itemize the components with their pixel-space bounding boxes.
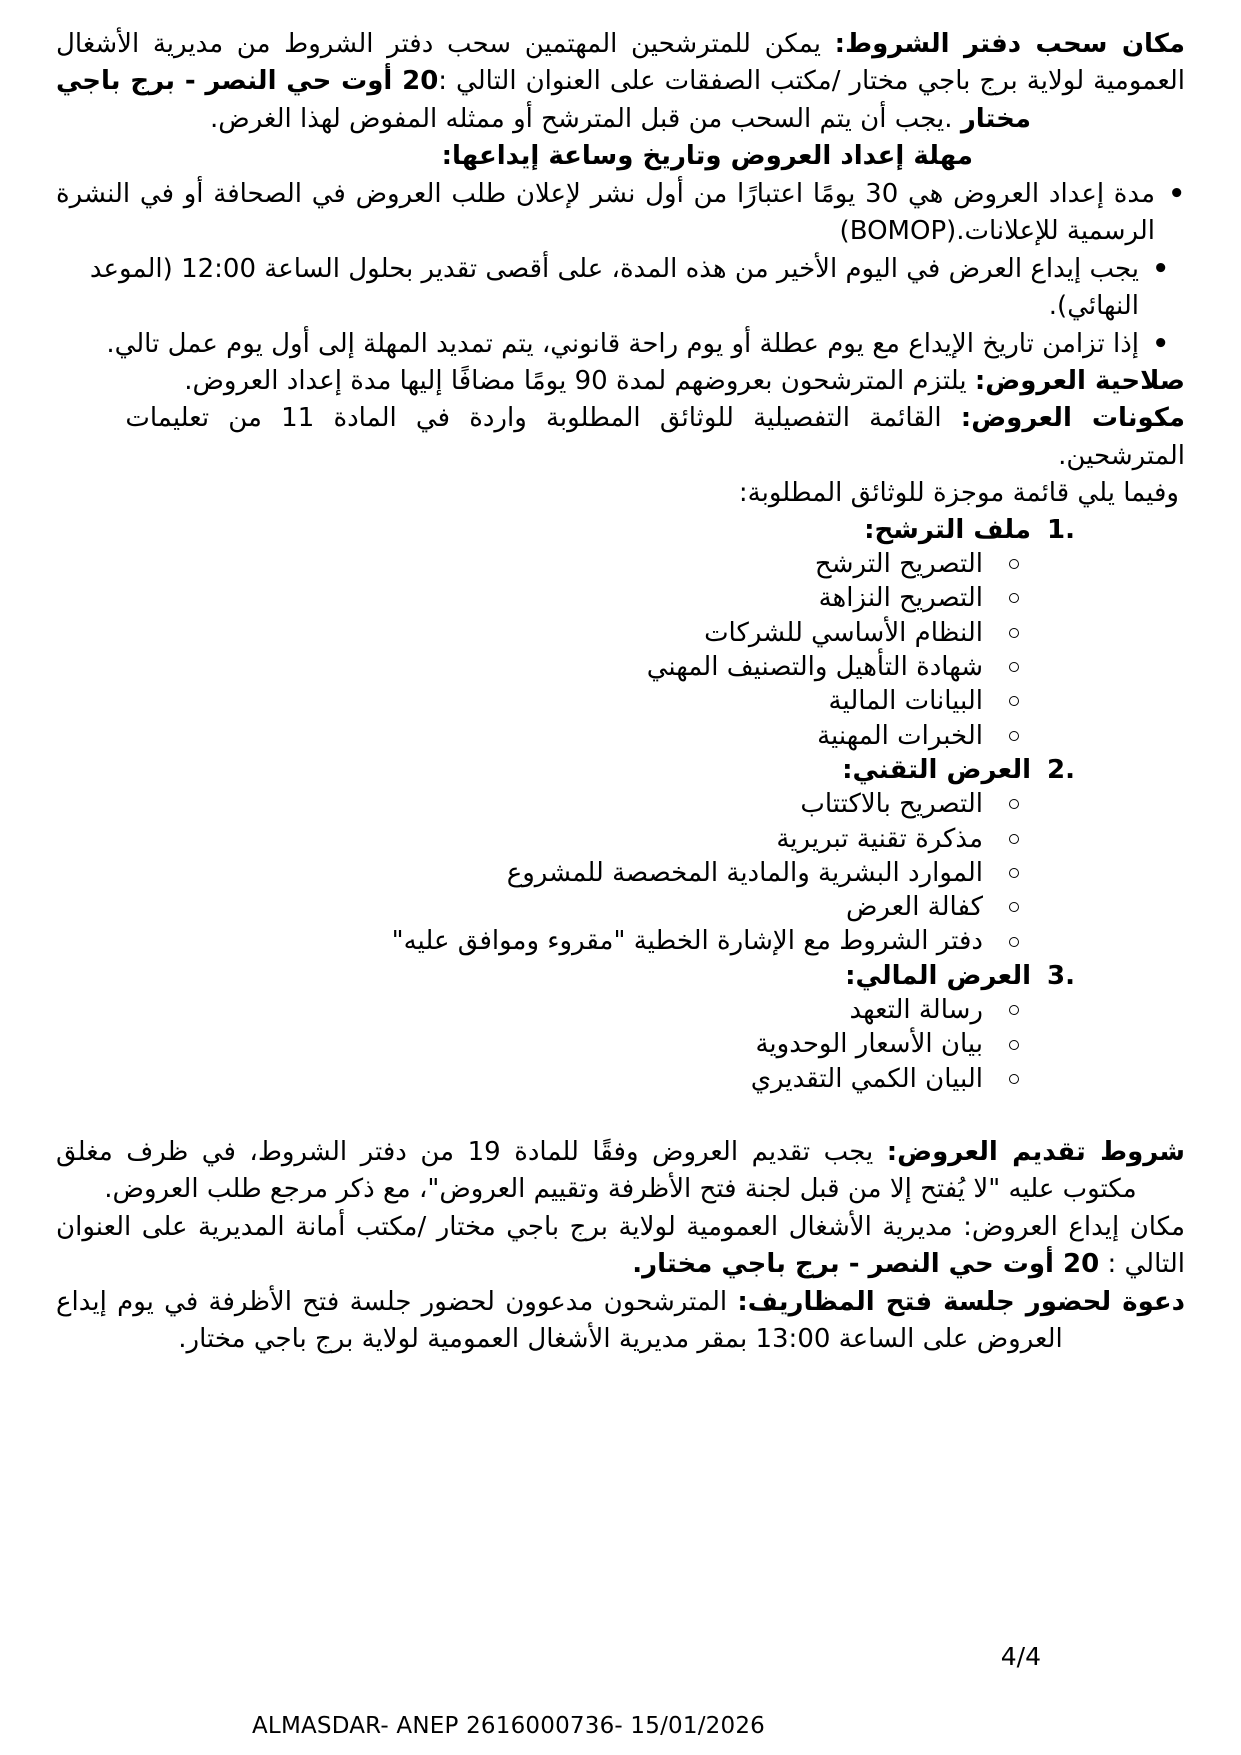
circle-bullet-icon [1009, 593, 1019, 603]
list-item-label: التصريح النزاهة [818, 583, 983, 614]
circle-bullet-icon [1009, 628, 1019, 638]
documents-intro-line: وفيما يلي قائمة موجزة للوثائق المطلوبة: [738, 478, 1179, 509]
list-item-label: مذكرة تقنية تبريرية [776, 823, 983, 854]
circle-bullet-icon [1009, 1074, 1019, 1084]
list-item-label: البيانات المالية [828, 686, 983, 717]
list-item [56, 547, 1185, 581]
paragraph-opening-session [56, 1284, 1185, 1359]
circle-bullet-icon [1009, 662, 1019, 672]
circle-bullet-icon [1009, 696, 1019, 706]
paragraph-offer-components [56, 400, 1185, 475]
submission-lead: شروط تقديم العروض: [886, 1137, 1185, 1167]
bullet-icon: • [1168, 178, 1185, 209]
paragraph-deposit-place [56, 1209, 1185, 1284]
list-item-label: دفتر الشروط مع الإشارة الخطية "مقروء وموافق عليه" [391, 926, 983, 957]
vertical-gap [56, 1096, 1185, 1134]
bullet-item-holiday-rule [56, 326, 1185, 363]
list-item [56, 890, 1185, 924]
section-number: 1. [1047, 514, 1075, 545]
withdrawal-body-2: .يجب أن يتم السحب من قبل المترشح أو ممثله المفوض لهذا الغرض. [210, 103, 961, 134]
circle-bullet-icon [1009, 1005, 1019, 1015]
footer-credit [0, 1713, 1241, 1739]
circle-bullet-icon [1009, 559, 1019, 569]
section-technical-offer [56, 753, 1185, 787]
list-item [56, 1027, 1185, 1061]
circle-bullet-icon [1009, 799, 1019, 809]
bullet-item-deposit-time [56, 251, 1185, 326]
list-item-label: التصريح بالاكتتاب [800, 789, 983, 820]
section-title: ملف الترشح: [864, 514, 1032, 545]
opening-text: المترشحون مدعوون لحضور جلسة فتح الأظرفة في يوم إيداع العروض على الساعة 13:00 بمقر مديرية الأشغال العمومية لولاية برج باجي مختار. [56, 1286, 1063, 1355]
validity-lead: صلاحية العروض: [974, 365, 1185, 396]
list-item-label: كفالة العرض [845, 892, 983, 923]
list-item [56, 684, 1185, 718]
circle-bullet-icon [1009, 834, 1019, 844]
circle-bullet-icon [1009, 937, 1019, 947]
circle-bullet-icon [1009, 1040, 1019, 1050]
paragraph-offer-validity [56, 363, 1185, 400]
list-item [56, 1062, 1185, 1096]
list-item-label: البيان الكمي التقديري [750, 1063, 983, 1094]
list-item [56, 616, 1185, 650]
heading-deadline: مهلة إعداد العروض وتاريخ وساعة إيداعها: [441, 141, 973, 172]
withdrawal-body-1: يمكن للمترشحين المهتمين سحب دفتر الشروط من مديرية الأشغال العمومية لولاية برج باجي مختار /مكتب الصفقات على العنوان التالي : [56, 29, 1186, 97]
section-financial-offer [56, 959, 1185, 993]
paragraph-submission-conditions [56, 1134, 1185, 1209]
list-item [56, 993, 1185, 1027]
list-item [56, 822, 1185, 856]
bullet-item-duration [56, 176, 1185, 251]
withdrawal-address: 20 أوت حي النصر - برج باجي مختار [56, 66, 1031, 134]
section-candidacy-file [56, 513, 1185, 547]
bullet-deposit-time-text: يجب إيداع العرض في اليوم الأخير من هذه المدة، على أقصى تقدير بحلول الساعة 12:00 (الموعد النهائي). [89, 253, 1139, 322]
list-item [56, 787, 1185, 821]
section-title: العرض المالي: [845, 960, 1032, 991]
bullet-icon: • [1152, 328, 1169, 359]
list-item-label: شهادة التأهيل والتصنيف المهني [646, 651, 983, 682]
withdrawal-lead: مكان سحب دفتر الشروط: [834, 29, 1185, 59]
list-item [56, 650, 1185, 684]
list-item-label: الخبرات المهنية [817, 720, 983, 751]
circle-bullet-icon [1009, 902, 1019, 912]
submission-text: يجب تقديم العروض وفقًا للمادة 19 من دفتر الشروط، في ظرف مغلق مكتوب عليه "لا يُفتح إلا من قبل لجنة فتح الأظرفة وتقييم العروض"، مع ذكر مرجع طلب العروض. [56, 1137, 1137, 1205]
bullet-icon: • [1152, 253, 1169, 284]
circle-bullet-icon [1009, 731, 1019, 741]
deposit-text: مكان إيداع العروض: مديرية الأشغال العمومية لولاية برج باجي مختار /مكتب أمانة المديرية على العنوان التالي : [56, 1211, 1185, 1280]
list-item-label: النظام الأساسي للشركات [704, 617, 983, 648]
list-item [56, 924, 1185, 958]
list-item-label: رسالة التعهد [849, 995, 983, 1026]
opening-lead: دعوة لحضور جلسة فتح المظاريف: [737, 1286, 1185, 1317]
components-text: القائمة التفصيلية للوثائق المطلوبة واردة في المادة 11 من تعليمات المترشحين. [125, 403, 1185, 471]
section-title: العرض التقني: [842, 754, 1032, 785]
list-item [56, 856, 1185, 890]
list-item-label: الموارد البشرية والمادية المخصصة للمشروع [506, 857, 983, 888]
validity-text: يلتزم المترشحون بعروضهم لمدة 90 يومًا مضافًا إليها مدة إعداد العروض. [184, 365, 975, 396]
section-number: 2. [1047, 754, 1075, 785]
page-number: 4/4 [1000, 1642, 1041, 1671]
footer-credit-text: ALMASDAR- ANEP 2616000736- 15/01/2026 [252, 1713, 765, 1739]
list-item-label: التصريح الترشح [814, 549, 983, 579]
list-item-label: بيان الأسعار الوحدوية [755, 1029, 983, 1060]
list-item [56, 719, 1185, 753]
deposit-address: 20 أوت حي النصر - برج باجي مختار. [632, 1249, 1100, 1280]
components-lead: مكونات العروض: [960, 403, 1185, 434]
section-number: 3. [1047, 960, 1075, 991]
circle-bullet-icon [1009, 868, 1019, 878]
bullet-duration-text: مدة إعداد العروض هي 30 يومًا اعتبارًا من أول نشر لإعلان طلب العروض في الصحافة أو في النشرة الرسمية للإعلانات.(BOMOP) [56, 178, 1156, 247]
documents-list [56, 513, 1185, 1096]
bullet-holiday-rule-text: إذا تزامن تاريخ الإيداع مع يوم عطلة أو يوم راحة قانوني، يتم تمديد المهلة إلى أول يوم عمل تالي. [106, 328, 1139, 359]
paragraph-withdrawal-place [56, 26, 1185, 138]
list-item [56, 581, 1185, 615]
